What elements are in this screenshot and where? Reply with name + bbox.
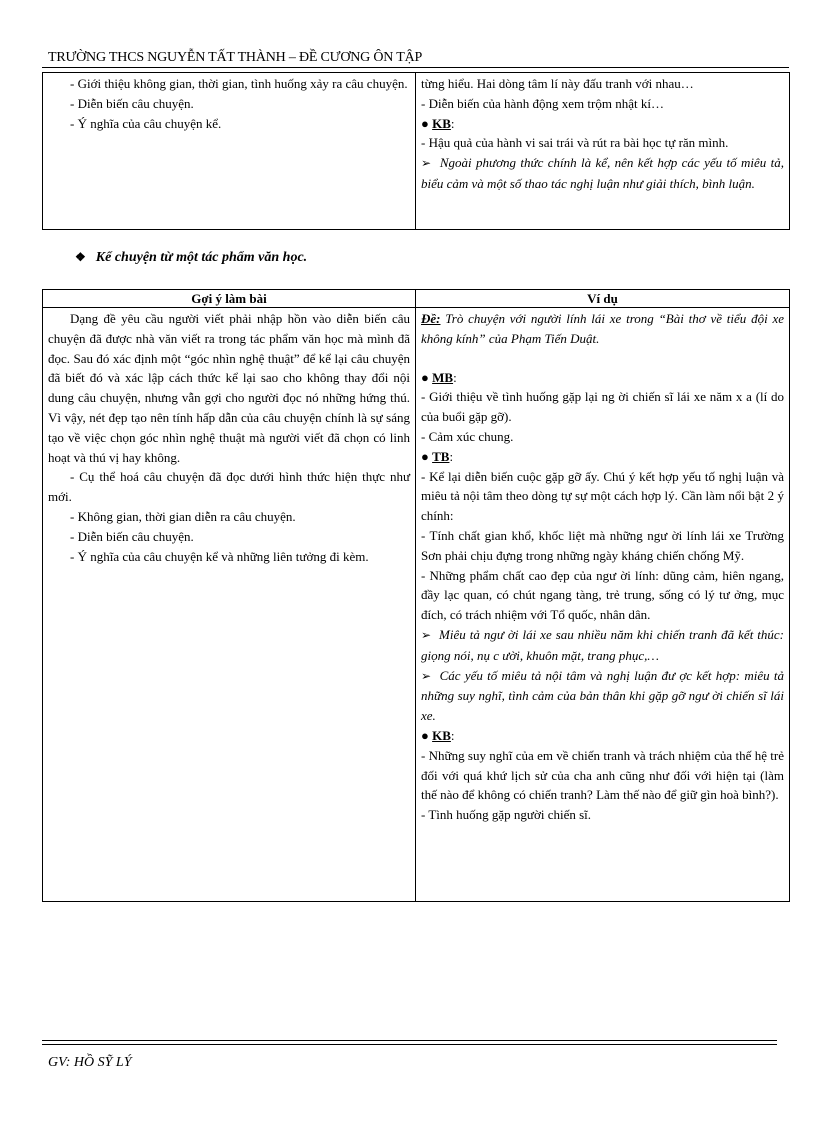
guide-item: - Diễn biến câu chuyện. — [70, 528, 194, 544]
top-table-right-cell — [416, 73, 790, 230]
top-left-item: - Giới thiệu không gian, thời gian, tình huống xảy ra câu chuyện. — [70, 76, 408, 91]
top-table — [42, 72, 790, 230]
kb-item: - Những suy nghĩ của em về chiến tranh và trách nhiệm của thế hệ trẻ đối với quá khứ lịch sử của cha anh cũng như đối với hiện tại (làm thế nào để không có chiến tranh? Làm thế nào để giữ gìn hoà bình?). — [421, 747, 784, 803]
top-right-line: - Diễn biến của hành động xem trộm nhật kí… — [421, 95, 664, 111]
bullet-icon: ● — [421, 448, 429, 464]
section-heading: ❖ Kể chuyện từ một tác phẩm văn học. — [75, 250, 308, 265]
top-right-line: từng hiểu. Hai dòng tâm lí này đấu tranh với nhau… — [421, 76, 694, 91]
header-divider — [42, 67, 789, 68]
tb-note: ➢ Miêu tả ngư ời lái xe sau nhiều năm khi chiến tranh đã kết thúc: giọng nói, nụ c ười, khuôn mặt, trang phục,… — [421, 626, 785, 663]
guide-item: - Không gian, thời gian diễn ra câu chuyện. — [70, 508, 296, 524]
bullet-icon: ● — [421, 115, 429, 131]
teacher-name: GV: HỒ SỸ LÝ — [48, 1055, 132, 1070]
prompt-text: Đề: Trò chuyện với người lính lái xe trong “Bài thơ về tiểu đội xe không kính” của Phạm Tiến Duật. — [421, 311, 785, 346]
mb-item: - Cảm xúc chung. — [421, 428, 514, 444]
mb-heading: ● MB: — [421, 369, 457, 385]
kb-heading: ● KB: — [421, 115, 455, 131]
guide-cell — [43, 308, 416, 902]
diamond-bullet-icon: ❖ — [75, 250, 86, 264]
example-cell — [416, 308, 790, 902]
guide-intro: Dạng đề yêu cầu người viết phải nhập hồn vào diễn biến câu chuyện đã được nhà văn viết ra trong tác phẩm văn học mà mình đã đọc. Sau đó xác định một “góc nhìn nghệ thuật” để kể lại câu chuyện đã biết đó và xác lập cách thức kể lại sao cho không thay đổi nội dung câu chuyện, nhưng vẫn gợi cho người đọc nó những hứng thú. Vì vậy, nét đẹp tạo nên tính hấp dẫn của câu chuyện chính là sự sáng tạo về việc chọn góc nhìn nghệ thuật mà người viết đã chọn có linh hoạt và thú vị hay không. — [48, 311, 410, 465]
tb-note: ➢ Các yếu tố miêu tả nội tâm và nghị luận đư ợc kết hợp: miêu tả những suy nghĩ, tình cảm của bản thân khi gặp gỡ ngư ời chiến sĩ lái xe. — [421, 667, 784, 724]
kb-text: - Hậu quả của hành vi sai trái và rút ra bài học tự răn mình. — [421, 135, 729, 151]
arrow-icon: ➢ — [421, 668, 432, 683]
arrow-icon: ➢ — [421, 156, 432, 171]
mb-item: - Giới thiệu về tình huống gặp lại ng ời chiến sĩ lái xe năm x a (lí do của buổi gặp gỡ). — [421, 389, 784, 425]
top-left-item: - Ý nghĩa của câu chuyện kể. — [70, 115, 222, 131]
note-item: ➢ Ngoài phương thức chính là kể, nên kết hợp các yếu tố miêu tả, biểu cảm và một số thao tác nghị luận như giải thích, bình luận. — [421, 155, 784, 191]
column-header-guide: Gợi ý làm bài — [43, 290, 416, 308]
tb-item: - Những phẩm chất cao đẹp của ngư ời lính: dũng cảm, hiên ngang, đầy lạc quan, có chút ngang tàng, trẻ trung, sống có lý tư ởng, mục đích, có trách nhiệm với Tổ quốc, nhân dân. — [421, 567, 784, 623]
kb-item: - Tình huống gặp người chiến sĩ. — [421, 807, 592, 823]
tb-item: - Kể lại diễn biến cuộc gặp gỡ ấy. Chú ý kết hợp yếu tố nghị luận và miêu tả nội tâm theo dòng tự sự một cách hợp lý. Cần làm nổi bật 2 ý chính: — [421, 468, 784, 524]
guide-item: - Ý nghĩa của câu chuyện kể và những liên tưởng đi kèm. — [70, 548, 369, 564]
bullet-icon: ● — [421, 369, 429, 385]
bullet-icon: ● — [421, 727, 429, 743]
page-header: TRƯỜNG THCS NGUYỄN TẤT THÀNH – ĐỀ CƯƠNG ÔN TẬP — [48, 50, 423, 65]
kb-heading: ● KB: — [421, 727, 455, 743]
tb-heading: ● TB: — [421, 448, 454, 464]
arrow-icon: ➢ — [421, 627, 432, 642]
guide-item: - Cụ thể hoá câu chuyện đã đọc dưới hình thức hiện thực như mới. — [48, 469, 410, 505]
top-left-item: - Diễn biến câu chuyện. — [70, 95, 194, 111]
footer-divider — [42, 1040, 777, 1048]
top-table-left-cell — [43, 73, 416, 230]
tb-item: - Tính chất gian khổ, khốc liệt mà những ngư ời lính lái xe Trường Sơn phải chịu đựng trong những ngày kháng chiến chống Mỹ. — [421, 527, 784, 563]
column-header-example: Ví dụ — [416, 290, 790, 308]
main-table — [42, 289, 790, 902]
